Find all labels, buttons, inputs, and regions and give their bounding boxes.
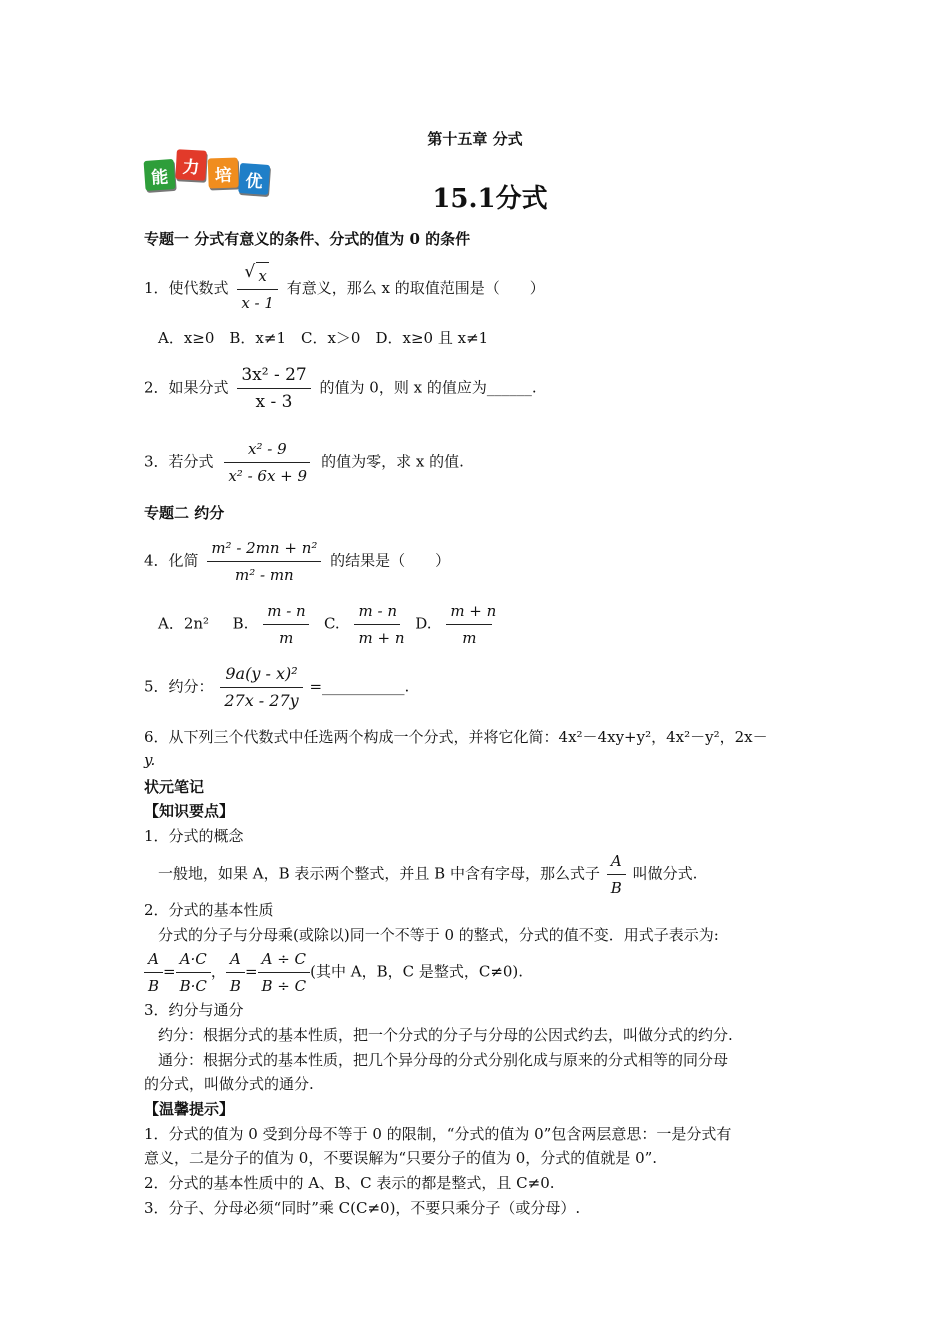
tip-2: 2．分式的基本性质中的 A、B、C 表示的都是整式，且 C≠0. bbox=[144, 1174, 555, 1192]
k2-frac-2-num: A·C bbox=[179, 950, 207, 968]
notes-heading: 状元笔记 bbox=[144, 778, 205, 796]
q4-denominator: m² - mn bbox=[207, 561, 321, 588]
q4-option-c-num: m - n bbox=[358, 602, 397, 620]
q2-prefix: 2．如果分式 bbox=[144, 378, 229, 397]
q5-fraction bbox=[220, 661, 302, 714]
k2-frac-2-den: B·C bbox=[176, 972, 211, 999]
k2-frac-4-den: B ÷ C bbox=[258, 972, 311, 999]
k1-denominator: B bbox=[607, 874, 626, 901]
knowledge-heading: 【知识要点】 bbox=[144, 802, 235, 820]
k2-frac-3-num: A bbox=[230, 950, 241, 968]
topic2-heading: 专题二 约分 bbox=[144, 504, 225, 522]
k1-text-pre: 一般地，如果 A，B 表示两个整式，并且 B 中含有字母，那么式子 bbox=[158, 864, 600, 883]
k2-tail: (其中 A，B，C 是整式，C≠0). bbox=[310, 962, 524, 981]
q1-prefix: 1．使代数式 bbox=[144, 279, 229, 297]
q1-numerator: √ x bbox=[256, 262, 268, 289]
q3-numerator: x² - 9 bbox=[248, 440, 287, 458]
q4-options bbox=[158, 598, 502, 651]
q3-denominator: x² - 6x + 9 bbox=[224, 462, 310, 489]
k2-frac-1-den: B bbox=[144, 972, 163, 999]
q4-option-d-label: D. bbox=[415, 614, 432, 633]
k2-title: 2．分式的基本性质 bbox=[144, 901, 274, 919]
q5-denominator: 27x - 27y bbox=[220, 687, 302, 714]
k2-text: 分式的分子与分母乘(或除以)同一个不等于 0 的整式，分式的值不变．用式子表示为: bbox=[158, 926, 719, 944]
k1-numerator: A bbox=[610, 852, 622, 870]
q2-fraction bbox=[237, 362, 310, 415]
q4-option-a: A．2n² bbox=[158, 614, 210, 633]
q3-fraction bbox=[224, 436, 310, 489]
q3-prefix: 3．若分式 bbox=[144, 452, 214, 471]
q4-option-b-num: m - n bbox=[267, 602, 306, 620]
section-title: 15.1分式 bbox=[432, 184, 548, 214]
k3-title: 3．约分与通分 bbox=[144, 1001, 244, 1019]
k2-frac-3 bbox=[226, 946, 245, 999]
tip-1-line-1: 1．分式的值为 0 受到分母不等于 0 的限制，“分式的值为 0”包含两层意思：一是分式有 bbox=[144, 1125, 732, 1143]
q2-denominator: x - 3 bbox=[237, 388, 310, 415]
q5-prefix: 5．约分： bbox=[144, 677, 214, 696]
q4-fraction bbox=[207, 535, 321, 588]
k3-yuefen: 约分：根据分式的基本性质，把一个分式的分子与分母的公因式约去，叫做分式的约分. bbox=[158, 1026, 733, 1044]
logo-tile-4: 优 bbox=[238, 163, 270, 195]
q4-numerator: m² - 2mn + n² bbox=[211, 539, 318, 557]
q5-numerator: 9a(y - x)² bbox=[225, 664, 298, 683]
chapter-heading: 第十五章 分式 bbox=[427, 130, 523, 148]
q5-suffix: =___________. bbox=[309, 677, 410, 696]
k1-fraction bbox=[607, 848, 626, 901]
q3-suffix: 的值为零，求 x 的值. bbox=[321, 452, 464, 471]
logo-tile-3: 培 bbox=[208, 157, 239, 188]
k2-frac-1-num: A bbox=[148, 950, 159, 968]
q1-fraction bbox=[237, 262, 278, 316]
k2-frac-4 bbox=[258, 946, 311, 999]
q2-suffix: 的值为 0，则 x 的值应为______. bbox=[319, 378, 537, 397]
q4-prefix: 4．化简 bbox=[144, 551, 199, 570]
k2-frac-1 bbox=[144, 946, 163, 999]
tip-1-line-2: 意义，二是分子的值为 0，不要误解为“只要分子的值为 0，分式的值就是 0”. bbox=[144, 1149, 658, 1167]
question-5 bbox=[144, 661, 409, 714]
question-4 bbox=[144, 535, 450, 588]
tip-3: 3．分子、分母必须“同时”乘 C(C≠0)，不要只乘分子（或分母）. bbox=[144, 1199, 581, 1217]
question-1 bbox=[144, 262, 545, 316]
q6-line-1: 6．从下列三个代数式中任选两个构成一个分式，并将它化简：4x²－4xy+y²，4x²－y²，2x－ bbox=[144, 728, 768, 746]
q4-option-d bbox=[446, 598, 497, 651]
k2-frac-3-den: B bbox=[226, 972, 245, 999]
k1-text bbox=[158, 848, 697, 901]
k3-tongfen-2: 的分式，叫做分式的通分. bbox=[144, 1075, 314, 1093]
q4-suffix: 的结果是（ ） bbox=[330, 551, 451, 570]
k2-frac-4-num: A ÷ C bbox=[261, 950, 307, 968]
q4-option-d-den: m bbox=[446, 624, 492, 651]
question-2 bbox=[144, 362, 537, 415]
q4-option-c bbox=[354, 598, 405, 651]
k2-frac-2 bbox=[176, 946, 211, 999]
k1-title: 1．分式的概念 bbox=[144, 827, 244, 845]
question-3 bbox=[144, 436, 464, 489]
tips-heading: 【温馨提示】 bbox=[144, 1100, 235, 1118]
q4-option-b-label: B. bbox=[232, 614, 249, 633]
q1-suffix: 有意义，那么 x 的取值范围是（ ） bbox=[286, 279, 545, 297]
k1-text-post: 叫做分式. bbox=[632, 864, 698, 883]
q2-numerator: 3x² - 27 bbox=[241, 365, 307, 385]
k2-formula: $\frac{A}{B}$ = $\frac{A\cdot C}{B\cdot C}$ ， $\frac{A}{B}$ = $\frac{A \div C}{B \div C}$ (其中 A，B，C 是整式，C≠0). bbox=[144, 946, 523, 999]
logo-tile-2: 力 bbox=[175, 149, 207, 181]
k3-tongfen-1: 通分：根据分式的基本性质，把几个异分母的分式分别化成与原来的分式相等的同分母 bbox=[158, 1051, 729, 1069]
q4-option-c-den: m + n bbox=[354, 624, 400, 651]
topic1-heading: 专题一 分式有意义的条件、分式的值为 0 的条件 bbox=[144, 230, 471, 248]
q4-option-d-num: m + n bbox=[450, 602, 497, 620]
q6-line-2: y. bbox=[144, 751, 156, 769]
q1-options: A．x≥0 B．x≠1 C．x＞0 D．x≥0 且 x≠1 bbox=[158, 329, 489, 347]
logo-tile-1: 能 bbox=[144, 159, 176, 191]
q1-denominator: x - 1 bbox=[237, 289, 278, 316]
q4-option-b bbox=[263, 598, 309, 651]
q4-option-c-label: C. bbox=[323, 614, 340, 633]
q4-option-b-den: m bbox=[263, 624, 309, 651]
